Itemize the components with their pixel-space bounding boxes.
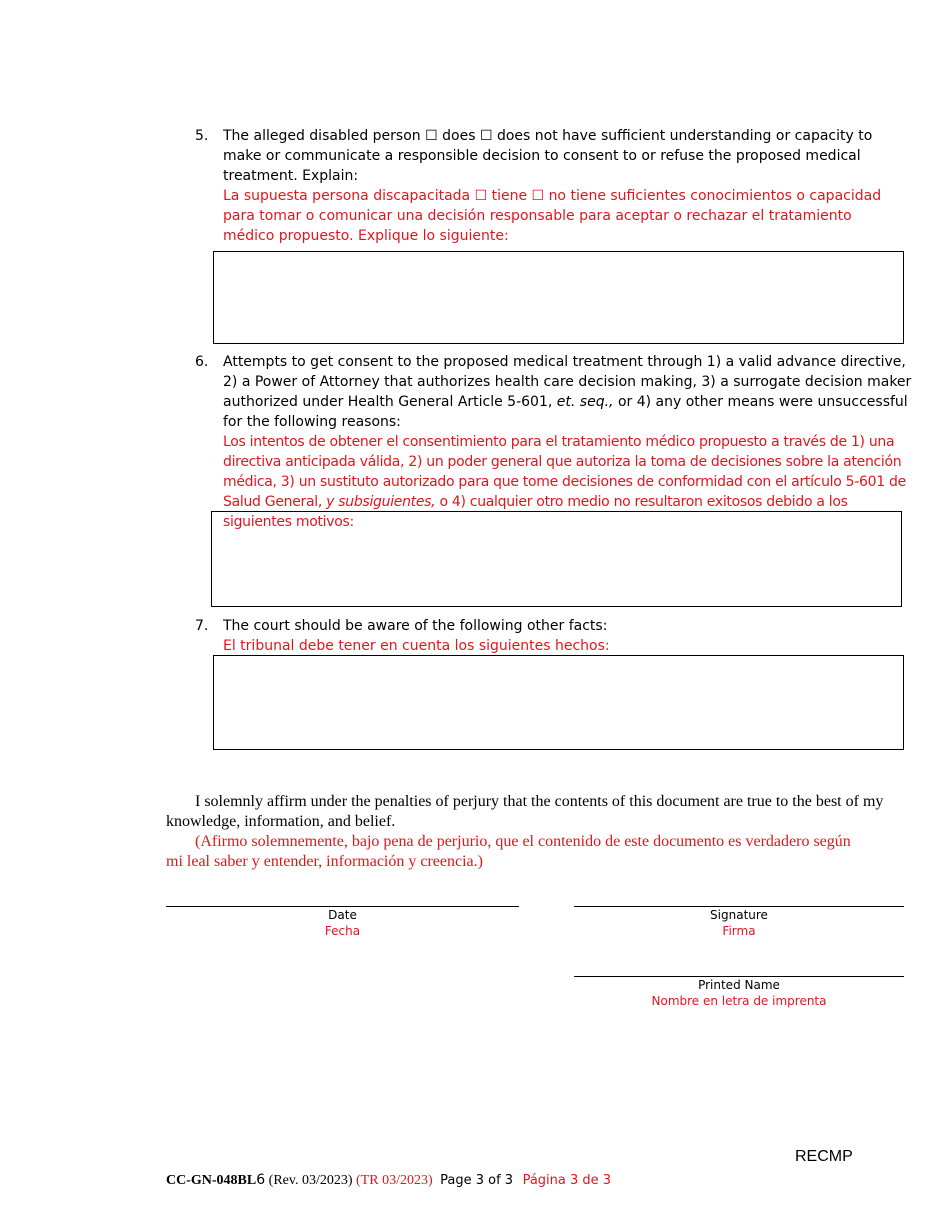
footer	[166, 1172, 611, 1189]
checkbox-does-not[interactable]: ☐	[479, 128, 493, 144]
checkbox-does[interactable]: ☐	[425, 128, 438, 144]
item-number: 6.	[195, 354, 209, 370]
item-6-english: Attempts to get consent to the proposed medical treatment through 1) a valid advance directive, 2) a Power of Attorney that authorizes health care decision making, 3) a surrogate decision maker authorized under Health General Article 5-601, et. seq., or 4) any other means were unsuccessful for the following reasons:	[223, 354, 912, 430]
printed-name-label: Printed Name Nombre en letra de imprenta	[651, 978, 827, 1008]
item-number: 5.	[195, 128, 209, 144]
affirmation-english: I solemnly affirm under the penalties of perjury that the contents of this document are true to the best of my knowledge, information, and belief.	[166, 793, 884, 830]
item-number: 7.	[195, 618, 209, 634]
item-5	[195, 126, 915, 246]
explain-textbox-5[interactable]	[213, 251, 904, 344]
item-5-english: The alleged disabled person ☐ does ☐ does not have sufficient understanding or capacity to make or communicate a responsible decision to consent to or refuse the proposed medical treatment. Explain:	[223, 128, 873, 184]
item-5-spanish: La supuesta persona discapacitada ☐ tiene ☐ no tiene suficientes conocimientos o capacidad para tomar o comunicar una decisión responsable para aceptar o rechazar el tratamiento médico propuesto. Explique lo siguiente:	[223, 188, 882, 244]
item-7-spanish: El tribunal debe tener en cuenta los siguientes hechos:	[223, 638, 610, 654]
affirmation-spanish: (Afirmo solemnemente, bajo pena de perjurio, que el contenido de este documento es verdadero según mi leal saber y entender, información y creencia.)	[166, 833, 851, 870]
signature-label: Signature Firma	[710, 908, 768, 938]
reasons-textbox-6[interactable]	[211, 511, 902, 607]
page-number: Page 3 of 3	[440, 1173, 514, 1188]
checkbox-tiene[interactable]: ☐	[474, 188, 488, 204]
form-code: RECMP	[795, 1148, 853, 1165]
item-7-english: The court should be aware of the following other facts:	[223, 618, 608, 634]
item-6-spanish: Los intentos de obtener el consentimiento para el tratamiento médico propuesto a través de 1) una directiva anticipada válida, 2) un poder general que autoriza la toma de decisiones sobre la atención médica, 3) un sustituto autorizado para que tome decisiones de conformidad con el artículo 5-601 de Salud General, y subsiguientes, o 4) cualquier otro medio no resultaron exitosos debido a los siguientes motivos:	[223, 434, 906, 530]
facts-textbox-7[interactable]	[213, 655, 904, 750]
revision-date: (Rev. 03/2023)	[268, 1173, 353, 1188]
translation-date: (TR 03/2023)	[356, 1173, 433, 1188]
item-7	[195, 616, 915, 656]
page-number-spanish: Página 3 de 3	[522, 1173, 612, 1188]
form-id: CC-GN-048BL	[166, 1173, 257, 1188]
item-6	[195, 352, 915, 532]
form-suffix: 6	[256, 1172, 266, 1188]
checkbox-no-tiene[interactable]: ☐	[531, 188, 545, 204]
date-label: Date Fecha	[324, 908, 361, 938]
